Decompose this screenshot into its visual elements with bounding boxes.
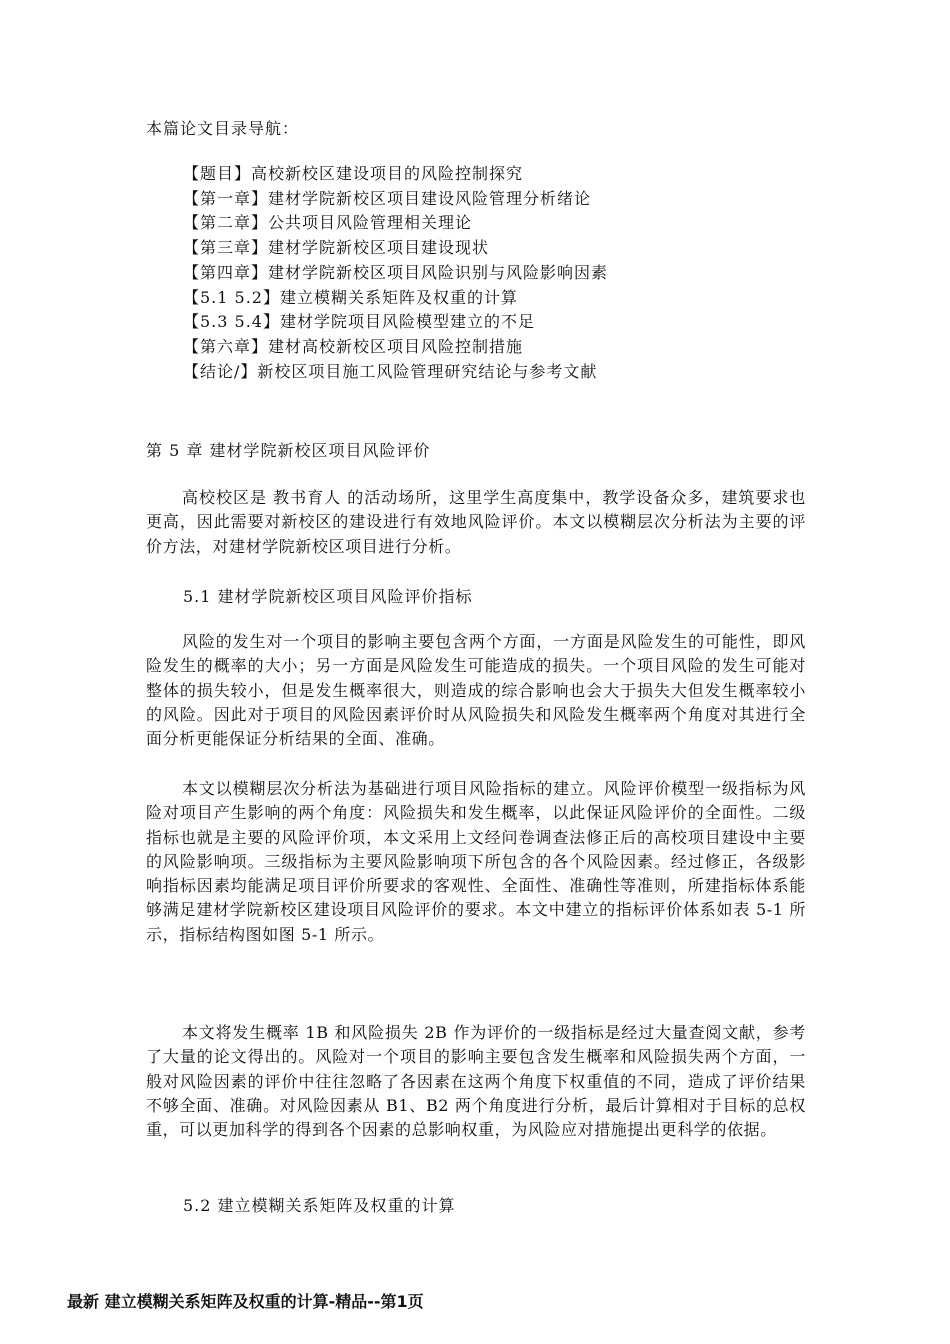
body-paragraph-risk-aspects: 风险的发生对一个项目的影响主要包含两个方面，一方面是风险发生的可能性，即风险发生的概率的大小；另一方面是风险发生可能造成的损失。一个项目风险的发生可能对整体的损失较小，但是发生概率很大，则造成的综合影响也会大于损失大但发生概率较小的风险。因此对于项目的风险因素评价时从风险损失和风险发生概率两个角度对其进行全面分析更能保证分析结果的全面、准确。 (146, 632, 806, 749)
page-footer: 最新 建立模糊关系矩阵及权重的计算-精品--第1页 (67, 1292, 424, 1311)
body-paragraph-index-system: 本文以模糊层次分析法为基础进行项目风险指标的建立。风险评价模型一级指标为风险对项目产生影响的两个角度：风险损失和发生概率，以此保证风险评价的全面性。二级指标也就是主要的风险评价项，本文采用上文经问卷调查法修正后的高校项目建设中主要的风险影响项。三级指标为主要风险影响项下所包含的各个风险因素。经过修正，各级影响指标因素均能满足项目评价所要求的客观性、全面性、准确性等准则，所建指标体系能够满足建材学院新校区建设项目风险评价的要求。本文中建立的指标评价体系如表 5-1 所示，指标结构图如图 5-1 所示。 (146, 779, 806, 944)
toc-heading: 本篇论文目录导航： (146, 119, 300, 138)
toc-item-chapter-1[interactable]: 【第一章】建材学院新校区项目建设风险管理分析绪论 (183, 188, 592, 208)
chapter-title: 第 5 章 建材学院新校区项目风险评价 (146, 441, 431, 460)
section-heading-5-1: 5.1 建材学院新校区项目风险评价指标 (183, 587, 473, 606)
toc-item-chapter-3[interactable]: 【第三章】建材学院新校区项目建设现状 (183, 238, 490, 258)
toc-item-title[interactable]: 【题目】高校新校区建设项目的风险控制探究 (183, 164, 524, 183)
section-heading-5-2: 5.2 建立模糊关系矩阵及权重的计算 (183, 1196, 456, 1215)
toc-item-section-5-3-5-4[interactable]: 【5.3 5.4】建材学院项目风险模型建立的不足 (183, 312, 535, 332)
body-paragraph-first-level-index: 本文将发生概率 1B 和风险损失 2B 作为评价的一级指标是经过大量查阅文献，参考了大量的论文得出的。风险对一个项目的影响主要包含发生概率和风险损失两个方面，一般对风险因素的评价中往往忽略了各因素在这两个角度下权重值的不同，造成了评价结果不够全面、准确。对风险因素从 B1、B2 两个角度进行分析，最后计算相对于目标的总权重，可以更加科学的得到各个因素的总影响权重，为风险应对措施提出更科学的依据。 (146, 1023, 806, 1140)
intro-paragraph: 高校校区是 教书育人 的活动场所，这里学生高度集中，教学设备众多，建筑要求也更高，因此需要对新校区的建设进行有效地风险评价。本文以模糊层次分析法为主要的评价方法，对建材学院新校区项目进行分析。 (146, 488, 806, 556)
table-of-contents (183, 162, 608, 384)
toc-item-chapter-6[interactable]: 【第六章】建材高校新校区项目风险控制措施 (183, 336, 524, 356)
toc-item-chapter-4[interactable]: 【第四章】建材学院新校区项目风险识别与风险影响因素 (183, 262, 609, 282)
toc-item-conclusion[interactable]: 【结论/】新校区项目施工风险管理研究结论与参考文献 (183, 361, 598, 381)
toc-item-section-5-1-5-2[interactable]: 【5.1 5.2】建立模糊关系矩阵及权重的计算 (183, 287, 518, 307)
toc-item-chapter-2[interactable]: 【第二章】公共项目风险管理相关理论 (183, 213, 473, 233)
